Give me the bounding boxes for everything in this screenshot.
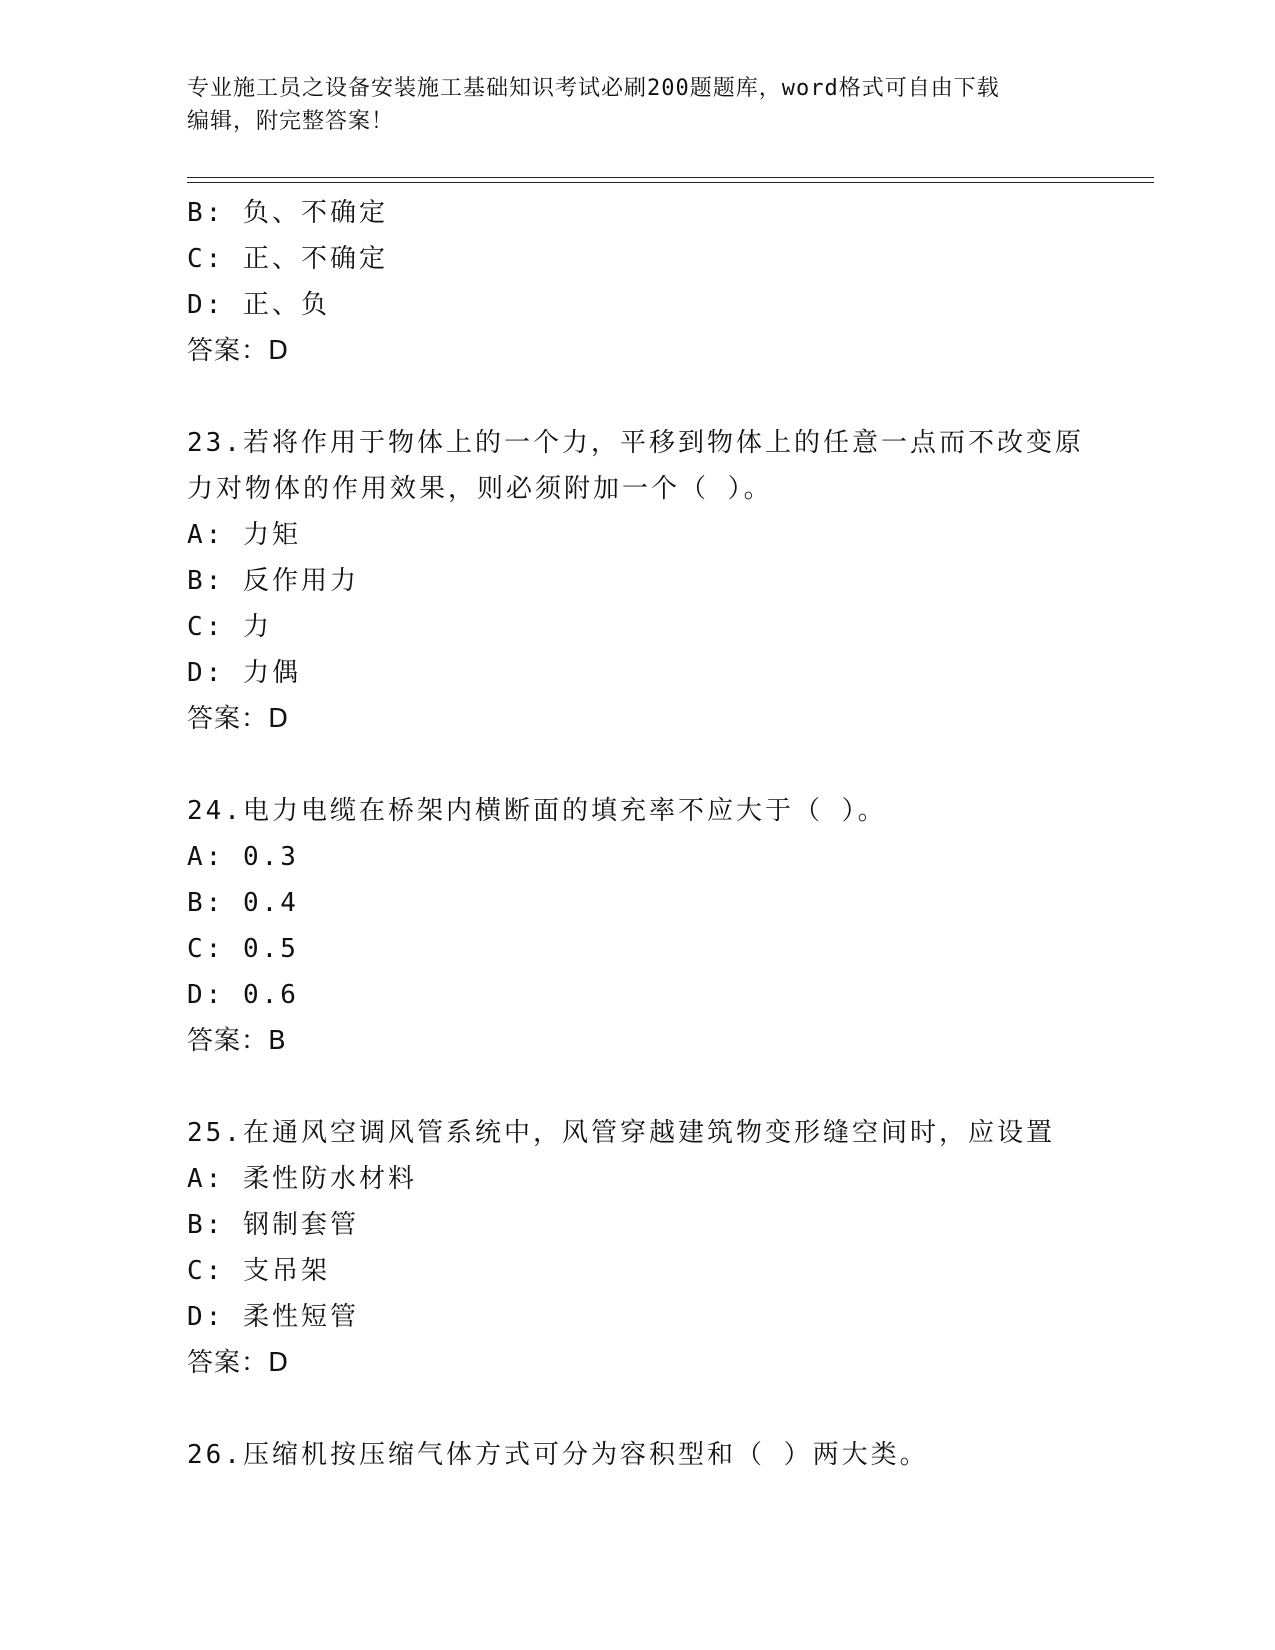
header-title-line2: 编辑，附完整答案！ — [187, 109, 395, 134]
option-a: A: 力矩 — [187, 520, 301, 550]
question-stem-cont: 力对物体的作用效果，则必须附加一个（ ）。 — [187, 474, 773, 504]
question-22-tail — [187, 190, 1147, 374]
answer: 答案：B — [187, 1026, 287, 1056]
header-divider-top — [187, 177, 1154, 178]
option-b: B: 反作用力 — [187, 566, 359, 596]
option-d: D: 0.6 — [187, 980, 299, 1010]
option-a: A: 0.3 — [187, 842, 299, 872]
header-title-line1: 专业施工员之设备安装施工基础知识考试必刷200题题库，word格式可自由下载 — [187, 76, 1000, 101]
option-c: C: 0.5 — [187, 934, 299, 964]
question-stem: 26.压缩机按压缩气体方式可分为容积型和（ ）两大类。 — [187, 1440, 929, 1470]
question-24 — [187, 788, 1147, 1064]
option-b: B: 钢制套管 — [187, 1210, 359, 1240]
answer: 答案：D — [187, 1348, 290, 1378]
option-c: C: 支吊架 — [187, 1256, 330, 1286]
question-stem: 23.若将作用于物体上的一个力，平移到物体上的任意一点而不改变原 — [187, 428, 1084, 458]
header-divider-bottom — [187, 182, 1154, 183]
option-c: C: 正、不确定 — [187, 244, 388, 274]
option-d: D: 正、负 — [187, 290, 330, 320]
option-d: D: 柔性短管 — [187, 1302, 359, 1332]
question-stem: 25.在通风空调风管系统中，风管穿越建筑物变形缝空间时，应设置 — [187, 1118, 1055, 1148]
option-b: B: 负、不确定 — [187, 198, 388, 228]
question-23 — [187, 420, 1147, 742]
answer: 答案：D — [187, 704, 290, 734]
option-d: D: 力偶 — [187, 658, 301, 688]
question-26 — [187, 1432, 1147, 1478]
question-stem: 24.电力电缆在桥架内横断面的填充率不应大于（ ）。 — [187, 796, 887, 826]
answer: 答案：D — [187, 336, 290, 366]
option-c: C: 力 — [187, 612, 272, 642]
option-a: A: 柔性防水材料 — [187, 1164, 417, 1194]
question-25 — [187, 1110, 1147, 1386]
option-b: B: 0.4 — [187, 888, 299, 918]
document-header — [187, 72, 1087, 138]
document-body — [187, 190, 1147, 1478]
